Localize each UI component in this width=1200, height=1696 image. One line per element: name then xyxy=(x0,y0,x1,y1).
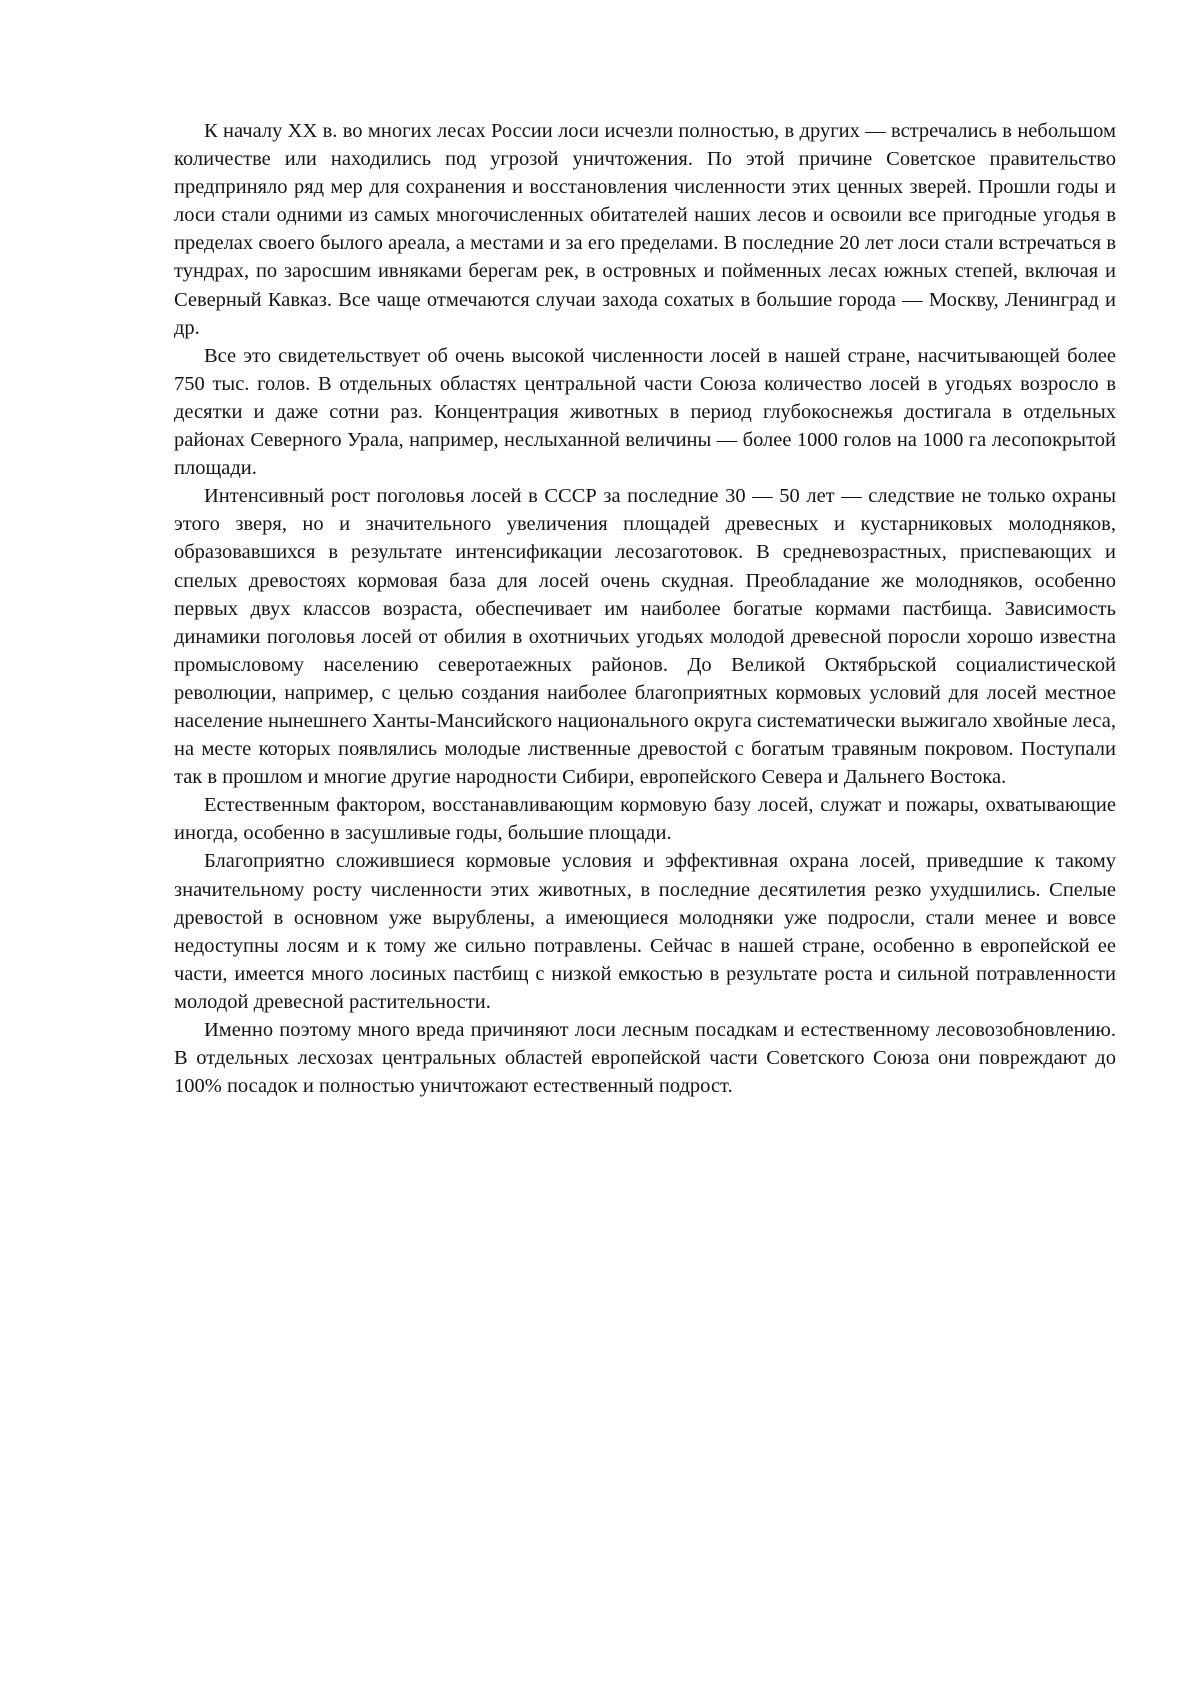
paragraph-2: Все это свидетельствует об очень высокой численности лосей в нашей стране, насчитывающей более 750 тыс. голов. В отдельных областях центральной части Союза количество лосей в угодьях возросло в десятки и даже сотни раз. Концентрация животных в период глубокоснежья достигала в отдельных районах Северного Урала, например, неслыханной величины — более 1000 голов на 1000 га лесопокрытой площади. xyxy=(174,342,1116,482)
paragraph-1: К началу XX в. во многих лесах России лоси исчезли полностью, в других — встречались в небольшом количестве или находились под угрозой уничтожения. По этой причине Советское правительство предприняло ряд мер для сохранения и восстановления численности этих ценных зверей. Прошли годы и лоси стали одними из самых многочисленных обитателей наших лесов и освоили все пригодные угодья в пределах своего былого ареала, а местами и за его пределами. В последние 20 лет лоси стали встречаться в тундрах, по заросшим ивняками берегам рек, в островных и пойменных лесах южных степей, включая и Северный Кавказ. Все чаще отмечаются случаи захода сохатых в большие города — Москву, Ленинград и др. xyxy=(174,117,1116,342)
document-page xyxy=(0,0,1200,1696)
paragraph-4: Естественным фактором, восстанавливающим кормовую базу лосей, служат и пожары, охватывающие иногда, особенно в засушливые годы, большие площади. xyxy=(174,791,1116,847)
body-text xyxy=(174,117,1116,1100)
paragraph-5: Благоприятно сложившиеся кормовые условия и эффективная охрана лосей, приведшие к такому значительному росту численности этих животных, в последние десятилетия резко ухудшились. Спелые древостой в основном уже вырублены, а имеющиеся молодняки уже подросли, стали менее и вовсе недоступны лосям и к тому же сильно потравлены. Сейчас в нашей стране, особенно в европейской ее части, имеется много лосиных пастбищ с низкой емкостью в результате роста и сильной потравленности молодой древесной растительности. xyxy=(174,847,1116,1016)
paragraph-6: Именно поэтому много вреда причиняют лоси лесным посадкам и естественному лесовозобновлению. В отдельных лесхозах центральных областей европейской части Советского Союза они повреждают до 100% посадок и полностью уничтожают естественный подрост. xyxy=(174,1016,1116,1100)
paragraph-3: Интенсивный рост поголовья лосей в СССР за последние 30 — 50 лет — следствие не только охраны этого зверя, но и значительного увеличения площадей древесных и кустарниковых молодняков, образовавшихся в результате интенсификации лесозаготовок. В средневозрастных, приспевающих и спелых древостоях кормовая база для лосей очень скудная. Преобладание же молодняков, особенно первых двух классов возраста, обеспечивает им наиболее богатые кормами пастбища. Зависимость динамики поголовья лосей от обилия в охотничьих угодьях молодой древесной поросли хорошо известна промысловому населению северотаежных районов. До Великой Октябрьской социалистической революции, например, с целью создания наиболее благоприятных кормовых условий для лосей местное население нынешнего Ханты-Мансийского национального округа систематически выжигало хвойные леса, на месте которых появлялись молодые лиственные древостой с богатым травяным покровом. Поступали так в прошлом и многие другие народности Сибири, европейского Севера и Дальнего Востока. xyxy=(174,482,1116,791)
